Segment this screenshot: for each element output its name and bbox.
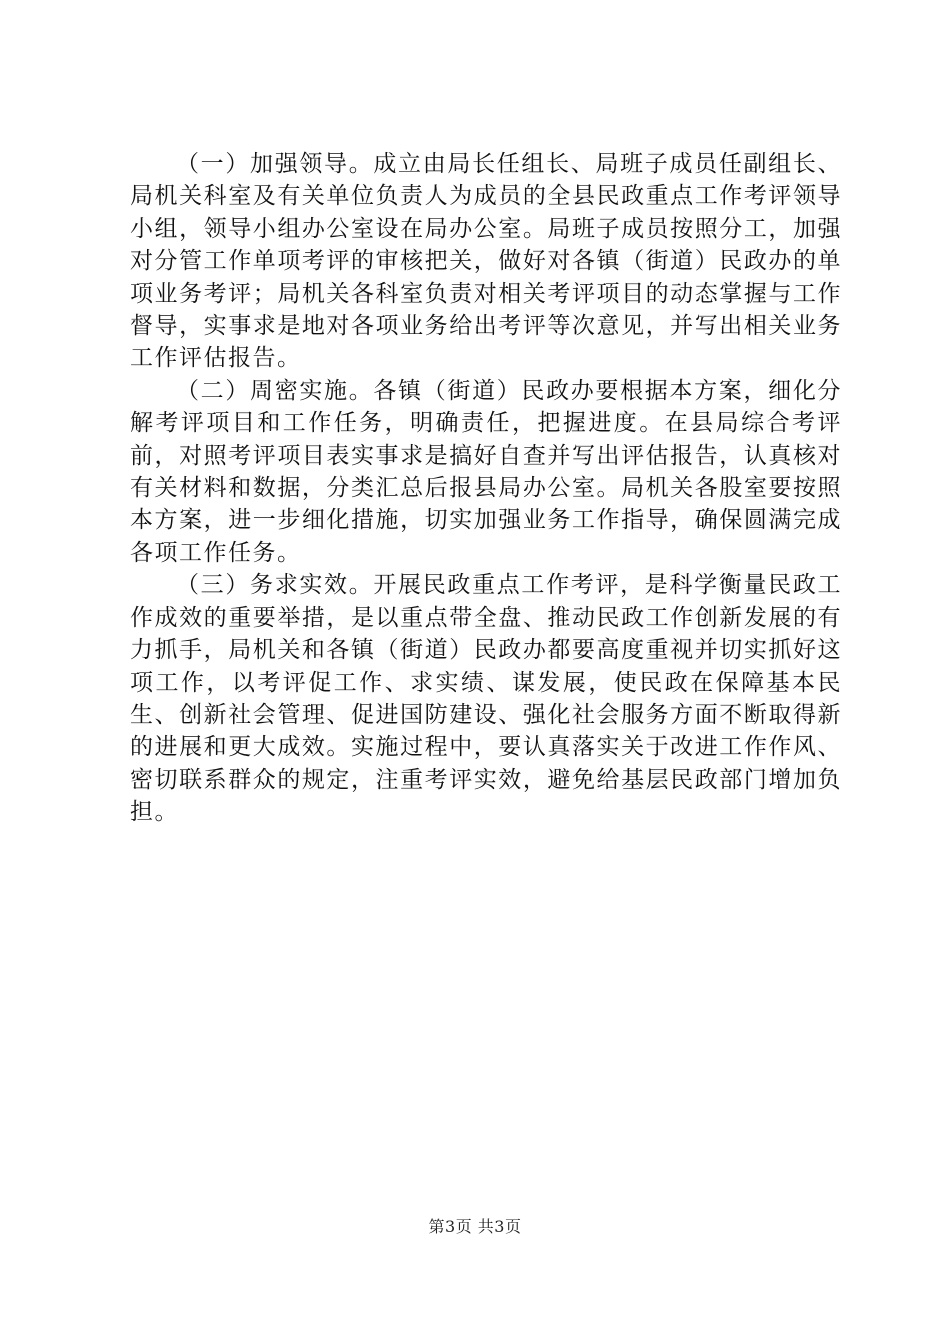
page-number-footer: 第3页 共3页 — [428, 1217, 522, 1236]
paragraph-leadership: （一）加强领导。成立由局长任组长、局班子成员任副组长、局机关科室及有关单位负责人为成员的全县民政重点工作考评领导小组，领导小组办公室设在局办公室。局班子成员按照分工，加强对分管工作单项考评的审核把关，做好对各镇（街道）民政办的单项业务考评；局机关各科室负责对相关考评项目的动态掌握与工作督导，实事求是地对各项业务给出考评等次意见，并写出相关业务工作评估报告。 — [130, 151, 842, 372]
document-body — [130, 148, 842, 829]
paragraph-implementation: （二）周密实施。各镇（街道）民政办要根据本方案，细化分解考评项目和工作任务，明确责任，把握进度。在县局综合考评前，对照考评项目表实事求是搞好自查并写出评估报告，认真核对有关材料和数据，分类汇总后报县局办公室。局机关各股室要按照本方案，进一步细化措施，切实加强业务工作指导，确保圆满完成各项工作任务。 — [130, 377, 842, 566]
paragraph-effectiveness: （三）务求实效。开展民政重点工作考评，是科学衡量民政工作成效的重要举措，是以重点带全盘、推动民政工作创新发展的有力抓手，局机关和各镇（街道）民政办都要高度重视并切实抓好这项工作，以考评促工作、求实绩、谋发展，使民政在保障基本民生、创新社会管理、促进国防建设、强化社会服务方面不断取得新的进展和更大成效。实施过程中，要认真落实关于改进工作作风、密切联系群众的规定，注重考评实效，避免给基层民政部门增加负担。 — [130, 572, 842, 826]
